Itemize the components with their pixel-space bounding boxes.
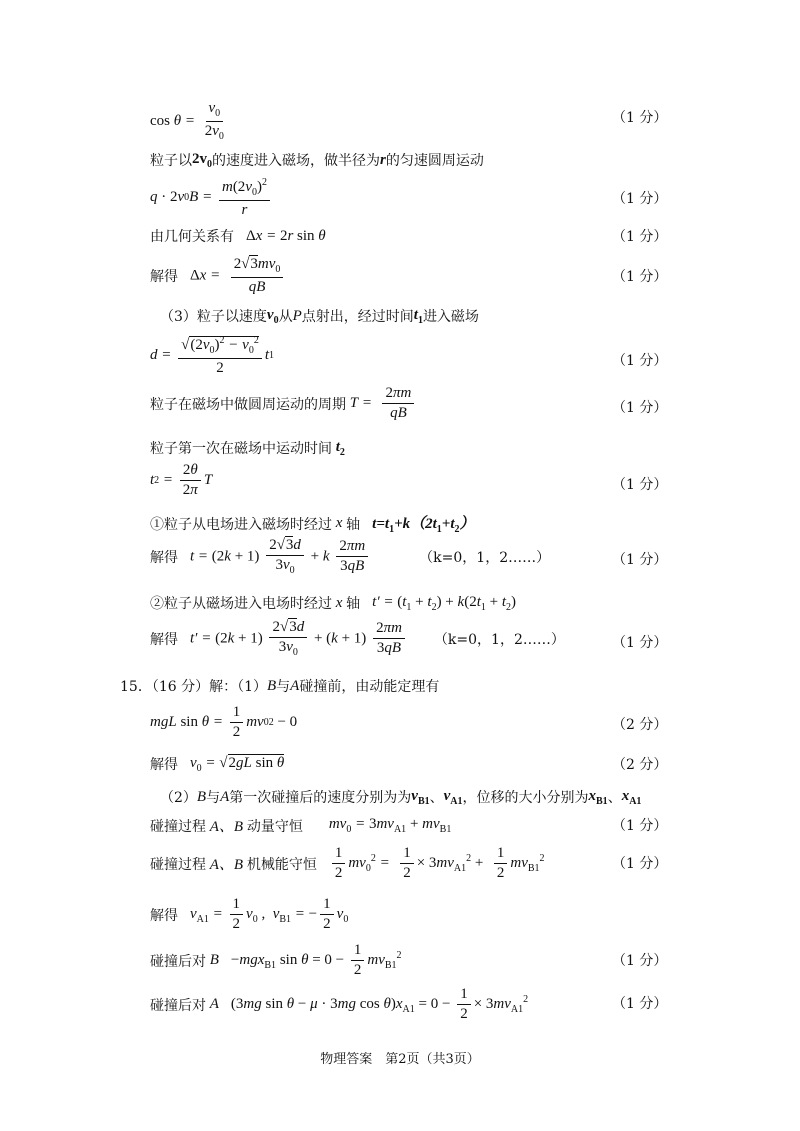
eq-momentum: 碰撞过程 A、B 动量守恒 $mv_0 = 3mv_{A1} + mv_{B1}$: [150, 816, 452, 835]
text-seg: 碰撞后对: [150, 953, 206, 970]
score-2: （1 分）: [612, 191, 668, 207]
text-seg: A: [220, 788, 230, 805]
text-seg: P: [292, 307, 302, 324]
text-seg: B: [267, 677, 277, 694]
text-seg: x: [335, 515, 343, 531]
text-case2: ②粒子从磁场进入电场时经过 x 轴 $t' = (t_1 + t_2) + k(2t_1 + t_2)$: [150, 593, 517, 613]
eq-lorentz: q · 2 v 0 B = $\frac{m(2v_0)^2}{r}$: [150, 177, 650, 219]
text-seg: （2）: [160, 790, 197, 806]
text-seg: 解得: [150, 549, 178, 566]
text-seg: 碰撞过程: [150, 818, 206, 835]
eq-cos-theta: cos θ = $\frac{v_0}{2v_0}$: [150, 100, 224, 142]
eq-v0: 解得 $v_0 = √2gL$ sin θ: [150, 754, 285, 774]
text-seg: ①粒子从电场进入磁场时经过: [150, 516, 332, 533]
text-seg: 2v: [192, 150, 207, 167]
text-seg: 的速度进入磁场，做半径为: [212, 153, 380, 169]
score-6: （1 分）: [612, 400, 668, 416]
text-seg: ，位移的大小分别为: [462, 790, 589, 806]
page-footer: 物理答案 第2页（共3页）: [320, 1052, 480, 1067]
eq-energy: mgL sin θ = $\frac{1}{2}$ mv 0 2 − 0: [150, 704, 298, 741]
text-seg: 解得: [150, 757, 178, 773]
text-seg: A、B: [209, 857, 244, 874]
text-seg: 机械能守恒: [246, 856, 317, 873]
text-enter-field: 粒子以 $2v_0$ 的速度进入磁场，做半径为 r 的匀速圆周运动: [150, 150, 484, 170]
text-seg: x: [335, 594, 343, 611]
score-4: （1 分）: [612, 269, 668, 285]
text-seg: 轴: [346, 516, 361, 533]
eq-after-a: 碰撞后对 A (3mg sin θ − μ · 3mg $\cos \theta)x_{A1} = 0$ − $\frac{1}{2}$ × $3mv_{A1}^2$: [150, 986, 529, 1023]
text-seg: 的匀速圆周运动: [385, 153, 484, 169]
text-seg: r: [380, 151, 386, 168]
text-seg: 解得: [150, 907, 178, 924]
eq-t-case1: 解得 t = (2k + 1) $\frac{2√3d}{3v_0}$ + k $\frac{2\pi m}{3qB}$ （k=0，1，2……）: [150, 537, 551, 577]
score-13: （1 分）: [612, 856, 668, 872]
text-seg: t=t: [372, 516, 390, 532]
text-seg: 进入磁场: [422, 309, 479, 325]
text-seg: 15．（16 分）解：（1）: [120, 679, 267, 695]
text-seg: 粒子以: [150, 153, 192, 169]
eq-velocities: 解得 $v_{A1}$ = $\frac{1}{2}$ $v_0$ , $v_{B1}$ = − $\frac{1}{2}$ $v_0$: [150, 896, 349, 933]
text-seg: 动量守恒: [246, 818, 303, 835]
text-seg: ）: [459, 516, 475, 532]
score-3: （1 分）: [612, 229, 668, 245]
text-seg: +t: [441, 516, 455, 532]
question-15-heading: [120, 676, 620, 696]
text-seg: 与: [206, 790, 221, 806]
eq-t2: t 2 = $\frac{2\theta}{2\pi}$ T: [150, 462, 213, 499]
text-seg: 轴: [346, 596, 361, 612]
score-1: （1 分）: [612, 110, 668, 126]
k-condition: （k=0，1，2……）: [419, 549, 551, 566]
text-seg: B: [209, 952, 219, 969]
score-8: （1 分）: [612, 552, 668, 568]
text-seg: 碰撞后对: [150, 997, 206, 1014]
score-11: （2 分）: [612, 757, 668, 773]
eq-after-b: 碰撞后对 B −mgx$_{B1}$ sin θ = 0 − $\frac{1}{2}$ $mv_{B1}^2$: [150, 942, 402, 979]
text-seg: 碰撞过程: [150, 856, 206, 873]
score-7: （1 分）: [612, 477, 668, 493]
text-seg: A: [290, 677, 300, 694]
text-seg: 解得: [150, 268, 178, 285]
score-5: （1 分）: [612, 353, 668, 369]
k-condition: （k=0，1，2……）: [433, 631, 565, 648]
text-seg: 与: [276, 679, 291, 695]
text-seg: 解得: [150, 631, 178, 648]
score-15: （1 分）: [612, 996, 668, 1012]
text-seg: 、: [429, 790, 444, 806]
text-seg: 由几何关系有: [150, 229, 234, 245]
text-seg: 碰撞前，由动能定理有: [299, 679, 440, 695]
text-seg: 粒子第一次在磁场中运动时间: [150, 441, 332, 457]
score-10: （2 分）: [612, 717, 668, 733]
eq-d: d = $\frac{√(2v_0)^2 - v_0^2}{2}$ t 1: [150, 335, 274, 376]
eq-delta-x: 解得 Δx = $\frac{2√3mv_0}{qB}$: [150, 256, 650, 296]
eq-t-case2: 解得 t′ = (2k + 1) $\frac{2√3d}{3v_0}$ + (k + 1) $\frac{2\pi m}{3qB}$ （k=0，1，2……）: [150, 619, 565, 659]
text-seg: A: [209, 996, 219, 1013]
text-seg: B: [196, 788, 207, 805]
eq-geometry: 由几何关系有 Δx = 2r sin θ: [150, 227, 326, 245]
text-seg: 点射出，经过时间: [301, 309, 414, 325]
score-14: （1 分）: [612, 953, 668, 969]
text-seg: A、B: [209, 819, 244, 835]
text-seg: 第一次碰撞后的速度分别为为: [229, 790, 412, 806]
text-part2: （2） B 与 A 第一次碰撞后的速度分别为为 $v_{B1}$ 、 $v_{A1}$ ，位移的大小分别为 $x_{B1}$ 、 $x_{A1}$: [160, 787, 642, 807]
text-seg: +k（2t: [394, 516, 437, 532]
text-seg: ②粒子从磁场进入电场时经过: [150, 596, 332, 612]
text-seg: 、: [607, 790, 622, 806]
text-seg: （3）粒子以速度: [160, 309, 267, 325]
eq-mech-energy: 碰撞过程 A、B 机械能守恒 $\frac{1}{2}$ $mv_0^2$ = $\frac{1}{2}$ × $3mv_{A1}^2$ + $\frac{1}{2}$ $mv_{B1}^2$: [150, 845, 545, 882]
text-seg: 粒子在磁场中做圆周运动的周期: [150, 396, 346, 413]
eq-period: 粒子在磁场中做圆周运动的周期 T = $\frac{2\pi m}{qB}$: [150, 385, 650, 423]
text-t2: 粒子第一次在磁场中运动时间 $t_2$: [150, 438, 345, 458]
score-9: （1 分）: [612, 635, 668, 651]
text-case1: ①粒子从电场进入磁场时经过 x 轴 $t=t_1+k(2t_1+t_2)$: [150, 515, 475, 535]
score-12: （1 分）: [612, 818, 668, 834]
text-seg: 从: [278, 309, 293, 325]
text-part3: （3）粒子以速度 $v_0$ 从 P 点射出，经过时间 $t_1$ 进入磁场: [160, 306, 479, 326]
